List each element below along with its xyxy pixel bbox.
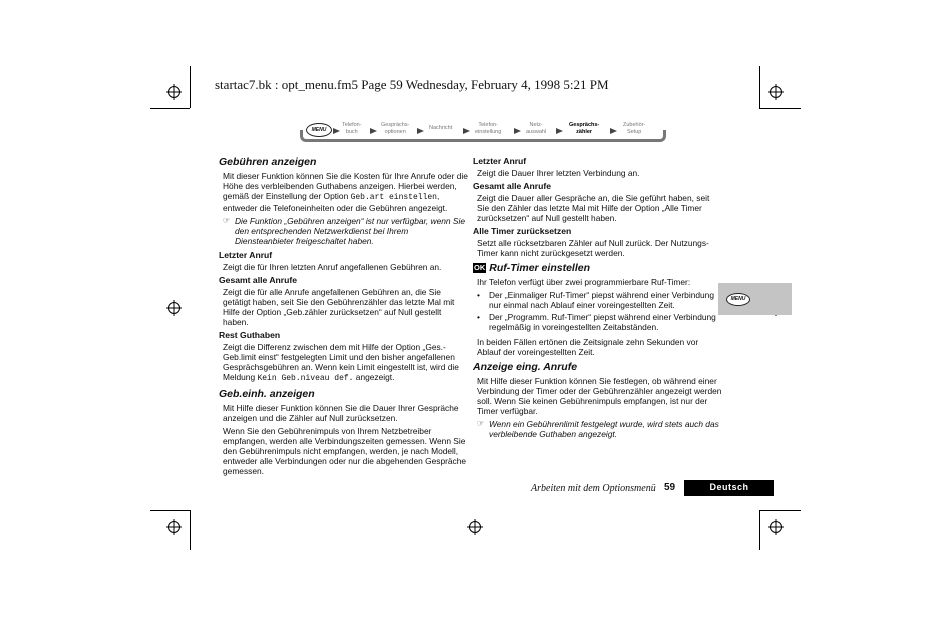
bullet-icon: • bbox=[477, 312, 480, 322]
paragraph: Zeigt die Dauer Ihrer letzten Verbindung an. bbox=[477, 168, 640, 178]
heading-gesamt-alle-anrufe: Gesamt alle Anrufe bbox=[473, 181, 552, 191]
heading-letzter-anruf: Letzter Anruf bbox=[219, 250, 273, 260]
registration-crosshair-icon bbox=[166, 84, 182, 100]
heading-text: Ruf-Timer einstellen bbox=[489, 262, 590, 274]
text: , entweder die Telefoneinheiten oder die Gebühren angezeigt. bbox=[223, 191, 448, 213]
heading-rest-guthaben: Rest Guthaben bbox=[219, 330, 281, 340]
crop-mark bbox=[150, 510, 190, 511]
list-item bbox=[477, 290, 723, 310]
crop-mark bbox=[150, 108, 190, 109]
footer-chapter-title: Arbeiten mit dem Optionsmenü bbox=[531, 483, 656, 494]
option-name: Geb.art einstellen bbox=[350, 193, 437, 202]
text: Mit dieser Funktion können Sie die Kosten für Ihre Anrufe oder die Höhe des verbleibenden Guthabens anzeigen. Hierbei werden, gemäß der Einstellung der Option bbox=[223, 171, 468, 201]
arrow-right-icon bbox=[463, 128, 470, 134]
registration-crosshair-icon bbox=[768, 519, 784, 535]
paragraph bbox=[223, 342, 469, 384]
hand-pointer-icon: ☞ bbox=[223, 216, 231, 225]
right-column bbox=[473, 156, 723, 443]
nav-item-telefoneinstellung: Telefon- einstellung bbox=[475, 122, 502, 135]
display-message: Kein Geb.niveau def. bbox=[257, 374, 354, 383]
crop-mark bbox=[759, 66, 760, 108]
page-number: 59 bbox=[664, 482, 676, 493]
crop-mark bbox=[759, 510, 760, 550]
print-header: startac7.bk : opt_menu.fm5 Page 59 Wednesday, February 4, 1998 5:21 PM bbox=[215, 77, 609, 92]
arrow-right-icon bbox=[417, 128, 424, 134]
arrow-right-icon bbox=[514, 128, 521, 134]
paragraph: Zeigt die für Ihren letzten Anruf angefallenen Gebühren an. bbox=[223, 262, 442, 272]
heading-anzeige-eing-anrufe: Anzeige eing. Anrufe bbox=[473, 361, 578, 373]
arrow-right-icon bbox=[610, 128, 617, 134]
hand-pointer-icon: ☞ bbox=[477, 419, 485, 428]
menu-key-icon: MENU bbox=[306, 123, 332, 137]
registration-crosshair-icon bbox=[768, 84, 784, 100]
note-text: Die Funktion „Gebühren anzeigen“ ist nur verfügbar, wenn Sie den entsprechenden Netzwerkdienst bei Ihrem Diensteanbieter freigeschaltet haben. bbox=[235, 216, 465, 246]
heading-geb-einh-anzeigen: Geb.einh. anzeigen bbox=[219, 388, 315, 400]
bullet-icon: • bbox=[477, 290, 480, 300]
paragraph: Mit Hilfe dieser Funktion können Sie die Dauer Ihrer Gespräche anzeigen und die Zähler auf Null zurücksetzen. bbox=[223, 403, 459, 423]
note bbox=[477, 419, 723, 439]
arrow-right-icon bbox=[556, 128, 563, 134]
registration-crosshair-icon bbox=[467, 519, 483, 535]
list-item bbox=[477, 312, 723, 332]
menu-navigation-strip bbox=[300, 118, 668, 142]
list-item-text: Der „Programm. Ruf-Timer“ piepst während einer Verbindung regelmäßig in voreingestellten Zeitabständen. bbox=[489, 312, 716, 332]
menu-key-icon: MENU bbox=[726, 293, 750, 306]
note bbox=[223, 216, 469, 246]
heading-gebuehren-anzeigen: Gebühren anzeigen bbox=[219, 156, 317, 168]
paragraph: Setzt alle rücksetzbaren Zähler auf Null zurück. Der Nutzungs-Timer kann nicht zurückgesetzt werden. bbox=[477, 238, 709, 258]
list-item-text: Der „Einmaliger Ruf-Timer“ piepst während einer Verbindung nur einmal nach Ablauf einer voreingestellten Zeit. bbox=[489, 290, 714, 310]
paragraph: Wenn Sie den Gebührenimpuls von Ihrem Netzbetreiber empfangen, werden alle Verbindungszeiten gemessen. Wenn Sie den Gebührenimpuls nicht empfangen, werden, je nach Modell, entweder alle Verbindungen oder nur die abgehenden Gespräche gemessen. bbox=[223, 426, 467, 476]
left-column bbox=[219, 156, 469, 479]
registration-crosshair-icon bbox=[166, 300, 182, 316]
ok-key-icon: OK bbox=[474, 263, 486, 272]
heading-ruf-timer-einstellen bbox=[473, 262, 723, 275]
nav-item-nachricht: Nachricht bbox=[429, 125, 453, 131]
paragraph: Zeigt die Dauer aller Gespräche an, die Sie geführt haben, seit Sie den Zähler das letzte Mal mit Hilfe der Option „Alle Timer zurücksetzen“ auf Null gestellt haben. bbox=[477, 193, 710, 223]
nav-item-zubehoer-setup: Zubehör- Setup bbox=[623, 122, 646, 135]
bullet-list bbox=[473, 290, 723, 332]
heading-letzter-anruf: Letzter Anruf bbox=[473, 156, 527, 166]
arrow-right-icon bbox=[370, 128, 377, 134]
crop-mark bbox=[190, 510, 191, 550]
crop-mark bbox=[190, 66, 191, 108]
nav-item-netzauswahl: Netz- auswahl bbox=[526, 122, 547, 135]
paragraph: In beiden Fällen ertönen die Zeitsignale zehn Sekunden vor Ablauf der voreingestellten Zeit. bbox=[477, 337, 699, 357]
text: Zeigt die Differenz zwischen dem mit Hilfe der Option „Ges.-Geb.limit einst“ festgelegten Limit und den bisher angefallenen Gesprächsgebühren an. Wenn kein Limit eingestellt ist, wird die Meldung bbox=[223, 342, 459, 382]
crop-mark bbox=[759, 510, 801, 511]
arrow-right-icon bbox=[333, 128, 340, 134]
paragraph: Mit Hilfe dieser Funktion können Sie festlegen, ob während einer Verbindung der Timer oder der Gebührenzähler angezeigt werden soll. Wenn Sie keinen Gebührenimpuls empfangen, ist nur der Timer verfügbar. bbox=[477, 376, 722, 416]
heading-alle-timer-zuruecksetzen: Alle Timer zurücksetzen bbox=[473, 226, 572, 236]
crop-mark bbox=[759, 108, 801, 109]
paragraph: Zeigt die für alle Anrufe angefallenen Gebühren an, die Sie getätigt haben, seit Sie den Gebührenzähler das letzte Mal mit Hilfe der Option „Geb.zähler zurücksetzen“ auf Null gestellt haben. bbox=[223, 287, 455, 327]
paragraph: Ihr Telefon verfügt über zwei programmierbare Ruf-Timer: bbox=[477, 277, 691, 287]
nav-item-gespraechszaehler: Gesprächs- zähler bbox=[569, 122, 600, 135]
nav-item-gespraechsoptionen: Gesprächs- optionen bbox=[381, 122, 410, 135]
heading-gesamt-alle-anrufe: Gesamt alle Anrufe bbox=[219, 275, 298, 285]
note-text: Wenn ein Gebührenlimit festgelegt wurde, wird stets auch das verbleibende Guthaben angezeigt. bbox=[489, 419, 719, 439]
language-badge: Deutsch bbox=[684, 480, 774, 496]
paragraph bbox=[223, 171, 469, 213]
registration-crosshair-icon bbox=[166, 519, 182, 535]
nav-item-telefonbuch: Telefon- buch bbox=[342, 122, 362, 135]
text: angezeigt. bbox=[353, 372, 395, 382]
